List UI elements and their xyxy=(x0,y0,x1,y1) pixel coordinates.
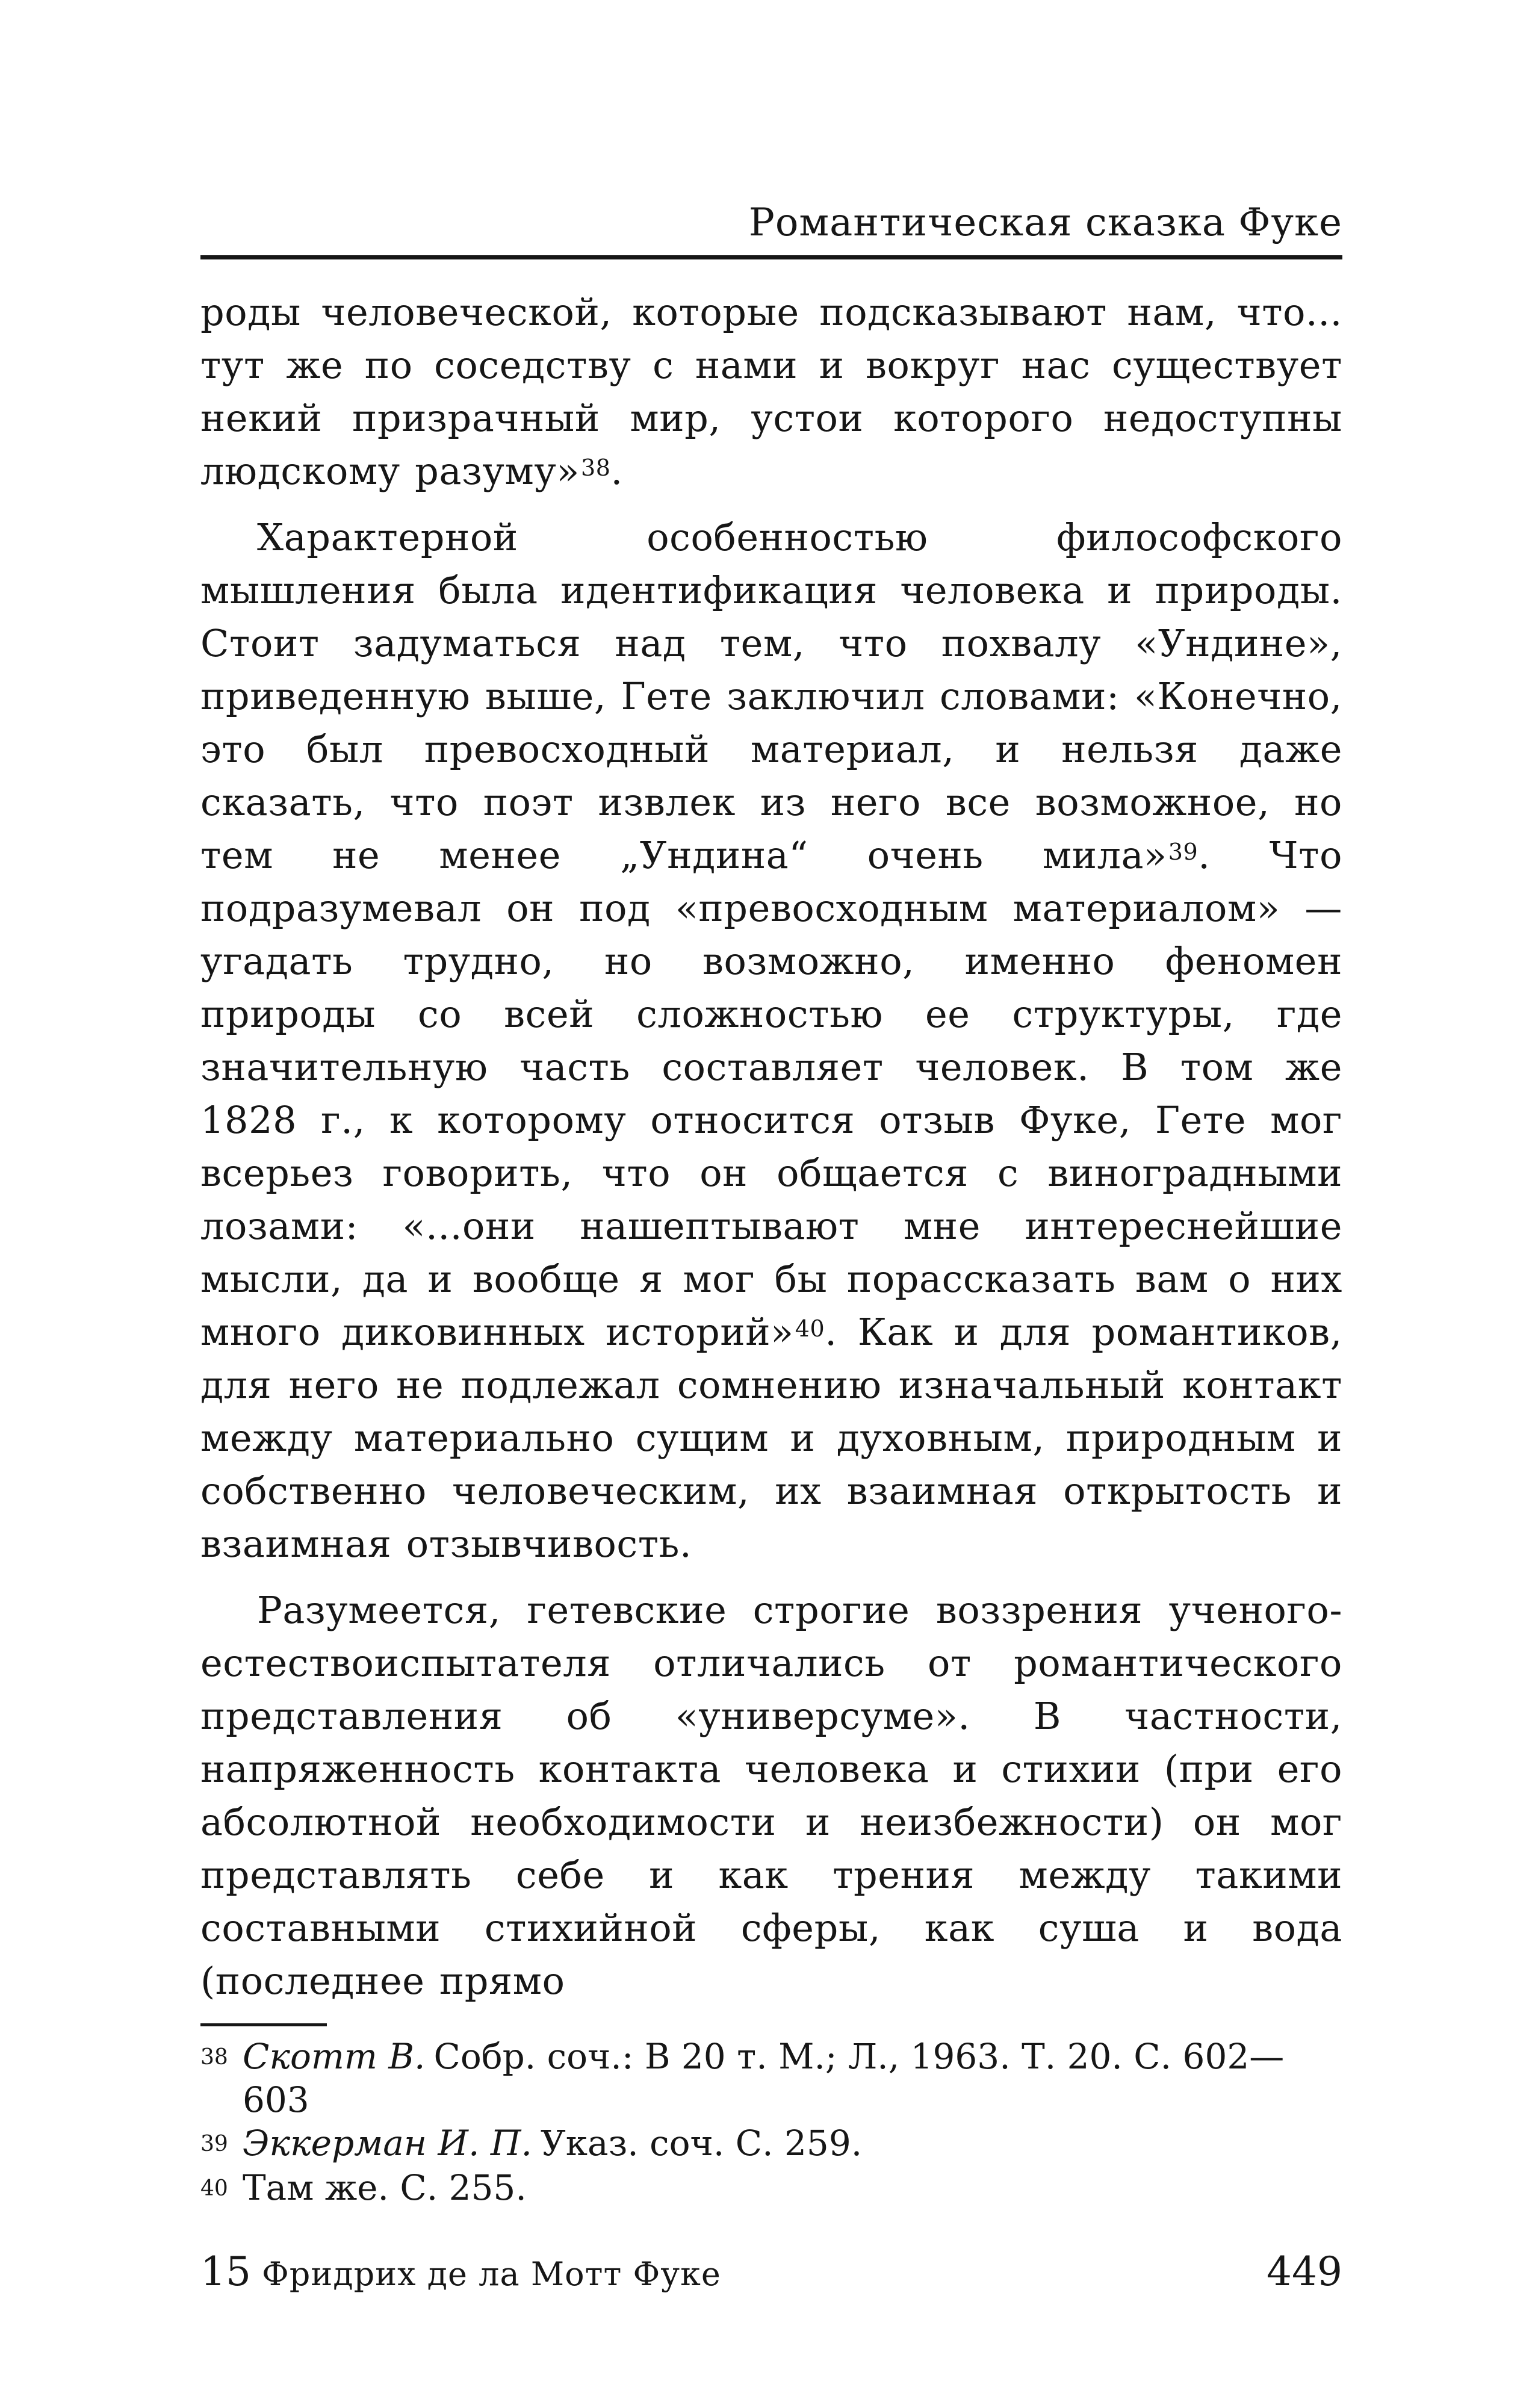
footnote-body xyxy=(243,2121,1342,2166)
footnote-reference: 40 xyxy=(795,1315,825,1342)
footnote-author: Скотт В. xyxy=(243,2036,426,2077)
signature-mark xyxy=(200,2248,721,2298)
footnote-number: 40 xyxy=(200,2176,228,2201)
footnote-body xyxy=(243,2166,1342,2211)
page-number: 449 xyxy=(1267,2248,1342,2295)
footnote-reference: 38 xyxy=(580,455,611,481)
paragraph-text: Разумеется, гетевские строгие воззрения ученого-естествоиспытателя отличались от романтического представления об «универсуме». В частности, напряженность контакта человека и стихии (при его абсолютной необходимости и неизбежности) он мог представлять себе и как трения между такими составными стихийной сферы, как суша и вода (последнее прямо xyxy=(200,1588,1342,2003)
paragraph xyxy=(200,286,1342,498)
running-head xyxy=(200,199,1342,247)
paragraph-text: Характерной особенностью философского мышления была идентификация человека и природы. Стоит задуматься над тем, что похвалу «Ундине», приведенную выше, Гете заключил словами: «Конечно, это был превосходный материал, и нельзя даже сказать, что поэт извлек из него все возможное, но тем не менее „Ундина“ очень мила» xyxy=(200,515,1342,877)
footnote-author: Эккерман И. П. xyxy=(243,2123,532,2164)
footnote-text: Указ. соч. С. 259. xyxy=(540,2123,863,2164)
footnote xyxy=(200,2035,1342,2121)
footnote xyxy=(200,2121,1342,2166)
main-text xyxy=(200,286,1342,2008)
running-head-title: Романтическая сказка Фуке xyxy=(748,200,1342,245)
footnotes-section xyxy=(200,2023,1342,2211)
footnote-rule xyxy=(200,2023,327,2026)
book-page xyxy=(200,199,1342,2298)
paragraph-text: . Как и для романтиков, для него не подлежал сомнению изначальный контакт между материально сущим и духовным, природным и собственно человеческим, их взаимная открытость и взаимная отзывчивость. xyxy=(200,1310,1342,1566)
page-footer xyxy=(200,2248,1342,2298)
paragraph xyxy=(200,511,1342,1571)
header-rule xyxy=(200,255,1342,259)
paragraph-text: . Что подразумевал он под «превосходным материалом» — угадать трудно, но возможно, именно феномен природы со всей сложностью ее структуры, где значительную часть составляет человек. В том же 1828 г., к которому относится отзыв Фуке, Гете мог всерьез говорить, что он общается с виноградными лозами: «...они нашептывают мне интереснейшие мысли, да и вообще я мог бы порассказать вам о них много диковинных историй» xyxy=(200,833,1343,1354)
footnote-number: 38 xyxy=(200,2045,228,2070)
footnote-list xyxy=(200,2035,1342,2211)
footnote-text: Собр. соч.: В 20 т. М.; Л., 1963. Т. 20. С. 602—603 xyxy=(243,2036,1285,2120)
footnote-text: Там же. С. 255. xyxy=(243,2167,527,2208)
signature-number: 15 xyxy=(200,2248,251,2295)
footnote-number: 39 xyxy=(200,2132,228,2156)
paragraph-text: . xyxy=(610,449,623,493)
paragraph-text: роды человеческой, которые подсказывают нам, что... тут же по соседству с нами и вокруг нас существует некий призрачный мир, устои которого недоступны людскому разуму» xyxy=(200,290,1342,493)
paragraph xyxy=(200,1584,1342,2008)
footnote xyxy=(200,2166,1342,2211)
footnote-reference: 39 xyxy=(1168,839,1199,865)
footnote-body xyxy=(243,2035,1342,2121)
signature-title: Фридрих де ла Мотт Фуке xyxy=(261,2255,721,2293)
